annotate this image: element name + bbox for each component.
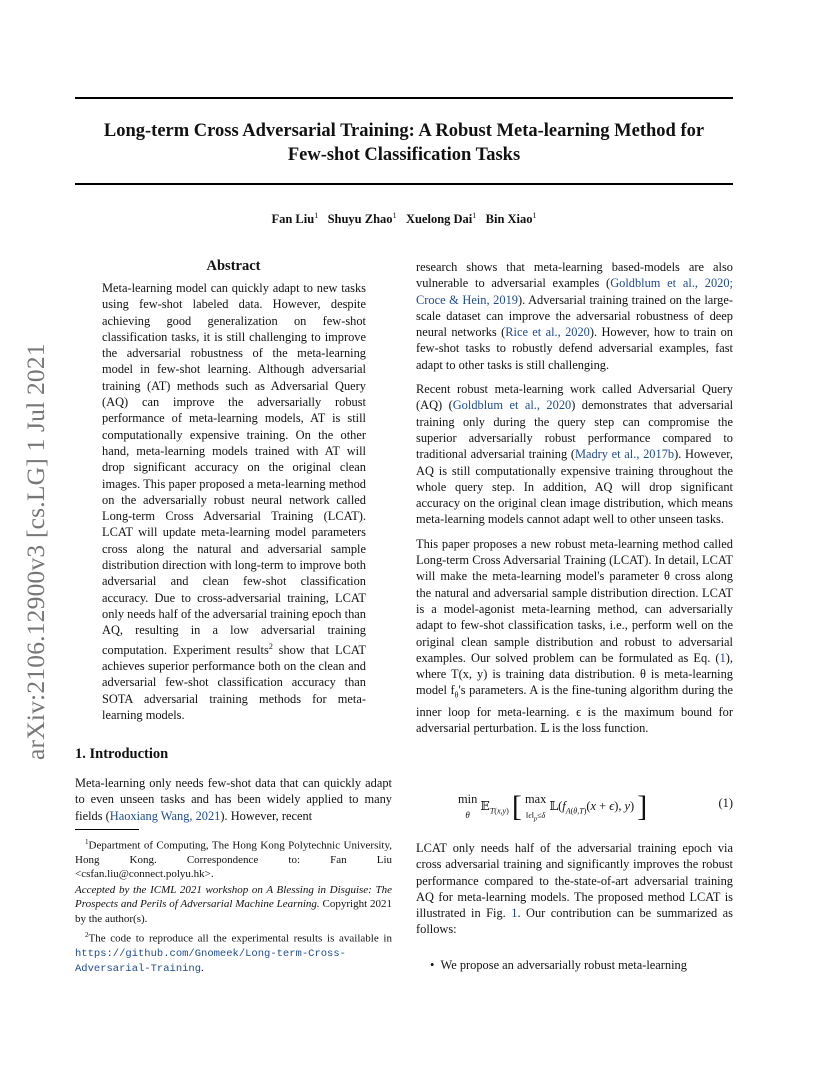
right-column-text: [416, 259, 733, 745]
footnote-accepted: Accepted by the ICML 2021 workshop on A Blessing in Disguise: The Prospects and Perils of Adversarial Machine Learning. Copyright 2021 by the author(s).: [75, 884, 392, 925]
paragraph: research shows that meta-learning based-models are also vulnerable to adversarial examples (Goldblum et al., 2020; Croce & Hein, 2019). Adversarial training trained on the large-scale dataset can improve the adversarial robustness of deep neural networks (Rice et al., 2020). However, how to train on few-shot tasks to robustly defend adversarial examples, fast adapt to other tasks is still challenging.: [416, 260, 733, 372]
author-list: Fan Liu$^1$ Shuyu Zhao$^1$ Xuelong Dai$^1$ Bin Xiao$^1$: [271, 211, 537, 227]
right-column-text-continued: [416, 840, 733, 946]
abstract-heading: Abstract: [206, 258, 261, 274]
author-name: Shuyu Zhao: [327, 212, 393, 227]
paper-title: Long-term Cross Adversarial Training: A Robust Meta-learning Method for Few-shot Classification Tasks: [103, 121, 705, 165]
author-name: Xuelong Dai: [405, 212, 473, 227]
arxiv-identifier: arXiv:2106.12900v3 [cs.LG] 1 Jul 2021: [21, 343, 50, 760]
bullet-icon: •: [430, 958, 435, 972]
author-name: Fan Liu: [271, 212, 315, 227]
footnote-code: $^2$The code to reproduce all the experimental results is available in https://github.com/Gnomeek/Long-term-Cross-Adversarial-Training.: [75, 931, 392, 976]
paragraph: This paper proposes a new robust meta-learning method called Long-term Cross Adversarial Training (LCAT). In detail, LCAT will make the meta-learning model's parameter θ cross along the natural and adversarial sample distribution direction. LCAT is a model-agonist meta-learning method, can adversarially adapt to few-shot classification tasks, i.e., perform well on the original clean sample distribution and robust to adversarial examples. Our solved problem can be formulated as Eq. (1), where T(x, y) is training data distribution. θ is meta-learning model $f_\theta's$ parameters. A is the fine-tuning algorithm during the inner loop for meta-learning. ϵ is the maximum bound for adversarial perturbation. 𝕃 is the loss function.: [416, 536, 733, 736]
section-heading-introduction: 1. Introduction: [75, 746, 169, 762]
introduction-paragraph: Meta-learning only needs few-shot data that can quickly adapt to even unseen tasks and has been widely applied to many fields (Haoxiang Wang, 2021). However, recent: [75, 776, 392, 823]
paragraph: Recent robust meta-learning work called Adversarial Query (AQ) (Goldblum et al., 2020) demonstrates that adversarial training only during the query step can compromise the superior adversarially robust performance compared to traditional adversarial training (Madry et al., 2017b). However, AQ is still computationally expensive training throughout the whole query step. In addition, AQ will drop significant accuracy on the original clean image distribution, which means meta-learning models cannot adapt well to other unseen tasks.: [416, 382, 734, 527]
footnote-rule: [75, 829, 139, 830]
citation-link[interactable]: Goldblum et al., 2020: [452, 398, 572, 413]
equation-ref-link[interactable]: 1: [719, 650, 726, 665]
equation-body: min θ 𝔼$_{T(x,y)}$ [ max $‖\epsilon‖_p\le\delta$ $𝕃(f_{A(\theta,T)}(x + \epsilon)$, y) ]: [458, 790, 648, 823]
equation-1: [416, 782, 733, 826]
citation-link[interactable]: Rice et al., 2020: [505, 325, 590, 340]
author-name: Bin Xiao: [485, 212, 533, 227]
contribution-bullet: • We propose an adversarially robust meta-learning: [430, 958, 687, 972]
code-url-link[interactable]: https://github.com/Gnomeek/Long-term-Cross-Adversarial-Training: [75, 948, 346, 976]
citation-link[interactable]: Madry et al., 2017b: [574, 447, 675, 462]
citation-link[interactable]: Haoxiang Wang, 2021: [109, 808, 221, 823]
figure-ref-link[interactable]: 1: [511, 906, 518, 921]
title-bottom-rule: [75, 183, 733, 185]
top-rule: [75, 97, 733, 99]
footnote-affiliation: $^1$Department of Computing, The Hong Kong Polytechnic University, Hong Kong. Correspondence to: Fan Liu <csfan.liu@connect.polyu.hk>.: [75, 838, 392, 881]
equation-number: (1): [718, 796, 733, 810]
citation-link[interactable]: Goldblum et al., 2020; Croce & Hein, 2019: [416, 276, 733, 307]
paragraph: LCAT only needs half of the adversarial training epoch via cross adversarial training and significantly improves the robust performance compared to the-state-of-art adversarial training AQ for meta-learning models. The proposed method LCAT is illustrated in Fig. 1. Our contribution can be summarized as follows:: [416, 841, 734, 937]
abstract-body: Meta-learning model can quickly adapt to new tasks using few-shot labeled data. However, despite achieving good generalization on few-shot classification tasks, it is still challenging to improve the adversarial robustness of the meta-learning model in few-shot learning. Although adversarial training (AT) methods such as Adversarial Query (AQ) can improve the adversarially robust performance of meta-learning models, AT is still computationally expensive training. On the other hand, meta-learning models trained with AT will drop significant accuracy on the original clean images. This paper proposed a meta-learning method on the adversarially robust neural network called Long-term Cross Adversarial Training (LCAT). LCAT will update meta-learning model parameters cross along the natural and adversarial sample distribution direction with long-term to improve both adversarial and clean few-shot classification accuracy. Due to cross-adversarial training, LCAT only needs half of the adversarial training epoch than AQ, resulting in a low adversarial training computation. Experiment results$^2$ show that LCAT achieves superior performance both on the clean and adversarial few-shot classification accuracy than SOTA adversarial training methods for meta-learning models.: [102, 281, 366, 722]
